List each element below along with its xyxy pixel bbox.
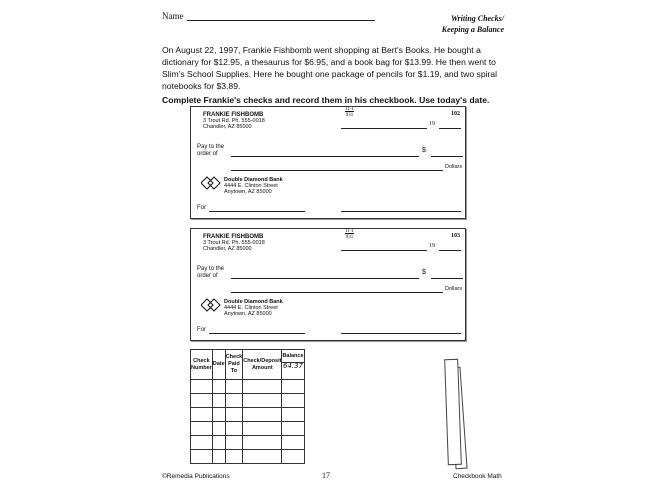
memo-line[interactable] — [209, 333, 305, 334]
story-paragraph: On August 22, 1997, Frankie Fishbomb went shopping at Bert's Books. He bought a dictionary for $12.95, a thesaurus for $6.95, and a book bag for $13.99. He then went to Slim's School Supplies. Here he bought one package of pencils for $1.19, and two spiral notebooks for $3.89. — [162, 45, 498, 91]
cell[interactable] — [282, 380, 304, 394]
cell[interactable] — [282, 422, 304, 436]
signature-line[interactable] — [341, 211, 461, 212]
owner-address-line-2: Chandler, AZ 85000 — [203, 124, 252, 130]
cell[interactable] — [282, 394, 304, 408]
cell[interactable] — [225, 436, 243, 450]
owner-address-line-2: Chandler, AZ 85000 — [203, 246, 252, 252]
col-check-number-line-1: Check — [193, 357, 210, 364]
cell[interactable] — [191, 422, 213, 436]
bank-address-line-2: Anytown, AZ 85000 — [224, 311, 272, 317]
col-balance — [282, 350, 304, 380]
check-owner: FRANKIE FISHBOMB — [203, 234, 264, 240]
page-number: 17 — [322, 471, 330, 480]
dollars-label: Dollars — [445, 164, 463, 170]
col-balance-label: Balance — [282, 353, 304, 359]
pay-to-line-1: Pay to the — [197, 266, 225, 272]
date-line[interactable] — [341, 128, 427, 129]
bank-address-line-2: Anytown, AZ 85000 — [224, 189, 272, 195]
register-header-row — [191, 350, 305, 380]
title-line-1: Writing Checks/ — [451, 14, 504, 23]
routing-code — [345, 229, 354, 241]
col-amount-line-2: Amount — [251, 364, 273, 371]
date-year-line[interactable] — [439, 250, 461, 251]
bank-name: Double Diamond Bank — [224, 177, 283, 183]
cell[interactable] — [191, 394, 213, 408]
name-label: Name — [162, 11, 184, 21]
worksheet-title — [442, 13, 504, 35]
table-row[interactable] — [191, 380, 305, 394]
check-102 — [190, 106, 466, 219]
date-year-prefix: 19 — [429, 121, 435, 127]
double-diamond-logo — [201, 176, 221, 190]
col-check-paid-to: Check Paid To — [225, 350, 243, 380]
payee-line[interactable] — [231, 156, 419, 157]
check-number: 103 — [451, 233, 460, 239]
routing-bottom: 931 — [345, 113, 354, 118]
cell[interactable] — [243, 394, 282, 408]
payee-line[interactable] — [231, 278, 419, 279]
routing-bottom: 931 — [345, 235, 354, 240]
cell[interactable] — [225, 380, 243, 394]
bank-name: Double Diamond Bank — [224, 299, 283, 305]
bank-address-line-1: 4444 E. Clinton Street — [224, 183, 278, 189]
date-line[interactable] — [341, 250, 427, 251]
cell[interactable] — [212, 394, 225, 408]
dollar-sign: $ — [422, 147, 426, 154]
cell[interactable] — [282, 450, 304, 464]
dollars-label: Dollars — [445, 286, 463, 292]
table-row[interactable] — [191, 408, 305, 422]
cell[interactable] — [225, 408, 243, 422]
owner-address-line-1: 3 Trout Rd. Ph. 555-0018 — [203, 118, 265, 124]
written-amount-line[interactable] — [231, 292, 443, 293]
routing-top: 11-1 — [345, 107, 354, 112]
cell[interactable] — [191, 408, 213, 422]
memo-line[interactable] — [209, 211, 305, 212]
instruction: Complete Frankie's checks and record them in his checkbook. Use today's date. — [162, 95, 490, 105]
amount-line[interactable] — [431, 156, 463, 157]
starting-balance: 64.37 — [282, 362, 304, 370]
bank-address — [224, 183, 278, 195]
pay-to-label — [197, 144, 224, 158]
footer-book-title: Checkbook Math — [453, 473, 502, 480]
cell[interactable] — [243, 450, 282, 464]
cell[interactable] — [212, 380, 225, 394]
owner-address-line-1: 3 Trout Rd. Ph. 555-0018 — [203, 240, 265, 246]
pay-to-line-2: order of — [197, 273, 218, 279]
cell[interactable] — [225, 394, 243, 408]
cell[interactable] — [191, 380, 213, 394]
date-year-line[interactable] — [439, 128, 461, 129]
col-check-number — [191, 350, 213, 380]
for-label: For — [197, 327, 206, 333]
check-owner: FRANKIE FISHBOMB — [203, 112, 264, 118]
table-row[interactable] — [191, 450, 305, 464]
routing-top: 11-1 — [345, 229, 354, 234]
footer-publisher: ©Remedia Publications — [162, 473, 230, 480]
signature-line[interactable] — [341, 333, 461, 334]
check-owner-address — [203, 240, 265, 252]
register-table — [190, 349, 305, 464]
cell[interactable] — [243, 422, 282, 436]
col-check-number-line-2: Number — [191, 364, 212, 371]
check-number: 102 — [451, 111, 460, 117]
dollar-sign: $ — [422, 269, 426, 276]
routing-code — [345, 107, 354, 119]
cell[interactable] — [282, 436, 304, 450]
pay-to-line-2: order of — [197, 151, 218, 157]
cell[interactable] — [191, 436, 213, 450]
table-row[interactable] — [191, 436, 305, 450]
cell[interactable] — [212, 422, 225, 436]
cell[interactable] — [225, 422, 243, 436]
cell[interactable] — [212, 408, 225, 422]
cell[interactable] — [225, 450, 243, 464]
name-line[interactable] — [187, 20, 375, 21]
pay-to-line-1: Pay to the — [197, 144, 225, 150]
col-amount-line-1: Check/Deposit — [243, 357, 282, 364]
table-row[interactable] — [191, 394, 305, 408]
bank-address-line-1: 4444 E. Clinton Street — [224, 305, 278, 311]
cell[interactable] — [191, 450, 213, 464]
cell[interactable] — [212, 450, 225, 464]
written-amount-line[interactable] — [231, 170, 443, 171]
amount-line[interactable] — [431, 278, 463, 279]
cell[interactable] — [212, 436, 225, 450]
pay-to-label — [197, 266, 224, 280]
double-diamond-logo — [201, 298, 221, 312]
date-year-prefix: 19 — [429, 243, 435, 249]
bank-address — [224, 305, 278, 317]
check-owner-address — [203, 118, 265, 130]
col-date: Date — [212, 350, 225, 380]
cell[interactable] — [243, 436, 282, 450]
cell[interactable] — [243, 380, 282, 394]
check-103 — [190, 228, 466, 341]
table-row[interactable] — [191, 422, 305, 436]
for-label: For — [197, 205, 206, 211]
cell[interactable] — [282, 408, 304, 422]
cell[interactable] — [243, 408, 282, 422]
col-amount — [243, 350, 282, 380]
title-line-2: Keeping a Balance — [441, 25, 504, 34]
